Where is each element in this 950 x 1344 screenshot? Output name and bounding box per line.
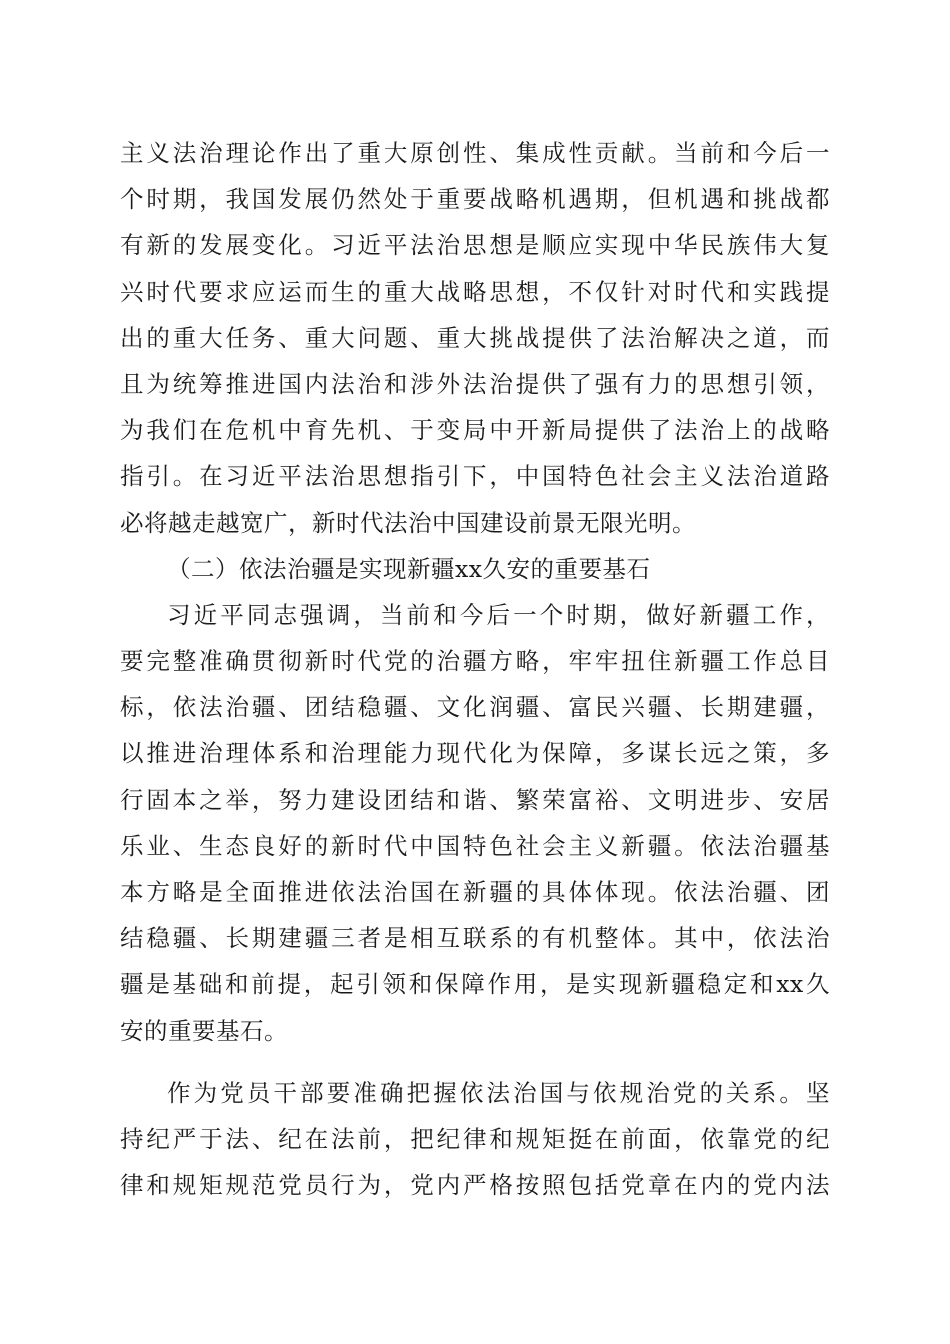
text-line: 结稳疆、长期建疆三者是相互联系的有机整体。其中，依法治 [120, 924, 830, 953]
text-line: 要完整准确贯彻新时代党的治疆方略，牢牢扭住新疆工作总目 [120, 647, 830, 676]
text-line: 疆是基础和前提，起引领和保障作用，是实现新疆稳定和xx久 [120, 970, 830, 999]
text-line: 行固本之举，努力建设团结和谐、繁荣富裕、文明进步、安居 [120, 785, 830, 814]
text-line: 个时期，我国发展仍然处于重要战略机遇期，但机遇和挑战都 [120, 185, 830, 214]
paragraph-1 [120, 130, 830, 546]
text-line: 出的重大任务、重大问题、重大挑战提供了法治解决之道，而 [120, 323, 830, 352]
text-line: 主义法治理论作出了重大原创性、集成性贡献。当前和今后一 [120, 139, 830, 167]
text-line: 指引。在习近平法治思想指引下，中国特色社会主义法治道路 [120, 462, 830, 491]
text-line: 本方略是全面推进依法治国在新疆的具体体现。依法治疆、团 [120, 878, 830, 906]
text-line: 乐业、生态良好的新时代中国特色社会主义新疆。依法治疆基 [120, 831, 830, 860]
text-line: 有新的发展变化。习近平法治思想是顺应实现中华民族伟大复 [120, 231, 830, 260]
document-page [120, 130, 830, 1208]
text-line: 作为党员干部要准确把握依法治国与依规治党的关系。坚 [167, 1078, 830, 1107]
text-line: 为我们在危机中育先机、于变局中开新局提供了法治上的战略 [120, 416, 830, 445]
text-line: 持纪严于法、纪在法前，把纪律和规矩挺在前面，依靠党的纪 [120, 1124, 830, 1153]
text-line: 兴时代要求应运而生的重大战略思想，不仅针对时代和实践提 [120, 277, 830, 306]
paragraph-3 [120, 1070, 830, 1209]
text-line: 必将越走越宽广，新时代法治中国建设前景无限光明。 [120, 508, 696, 537]
paragraph-gap [120, 1054, 830, 1070]
text-line: 且为统筹推进国内法治和涉外法治提供了强有力的思想引领， [120, 369, 830, 398]
section-heading: （二）依法治疆是实现新疆xx久安的重要基石 [167, 554, 651, 583]
text-line: 标，依法治疆、团结稳疆、文化润疆、富民兴疆、长期建疆， [120, 693, 830, 722]
text-line: 习近平同志强调，当前和今后一个时期，做好新疆工作， [167, 600, 830, 629]
text-line: 安的重要基石。 [120, 1016, 288, 1045]
paragraph-2 [120, 592, 830, 1054]
text-line: 以推进治理体系和治理能力现代化为保障，多谋长远之策，多 [120, 739, 830, 768]
text-line: 律和规矩规范党员行为，党内严格按照包括党章在内的党内法 [120, 1171, 830, 1200]
